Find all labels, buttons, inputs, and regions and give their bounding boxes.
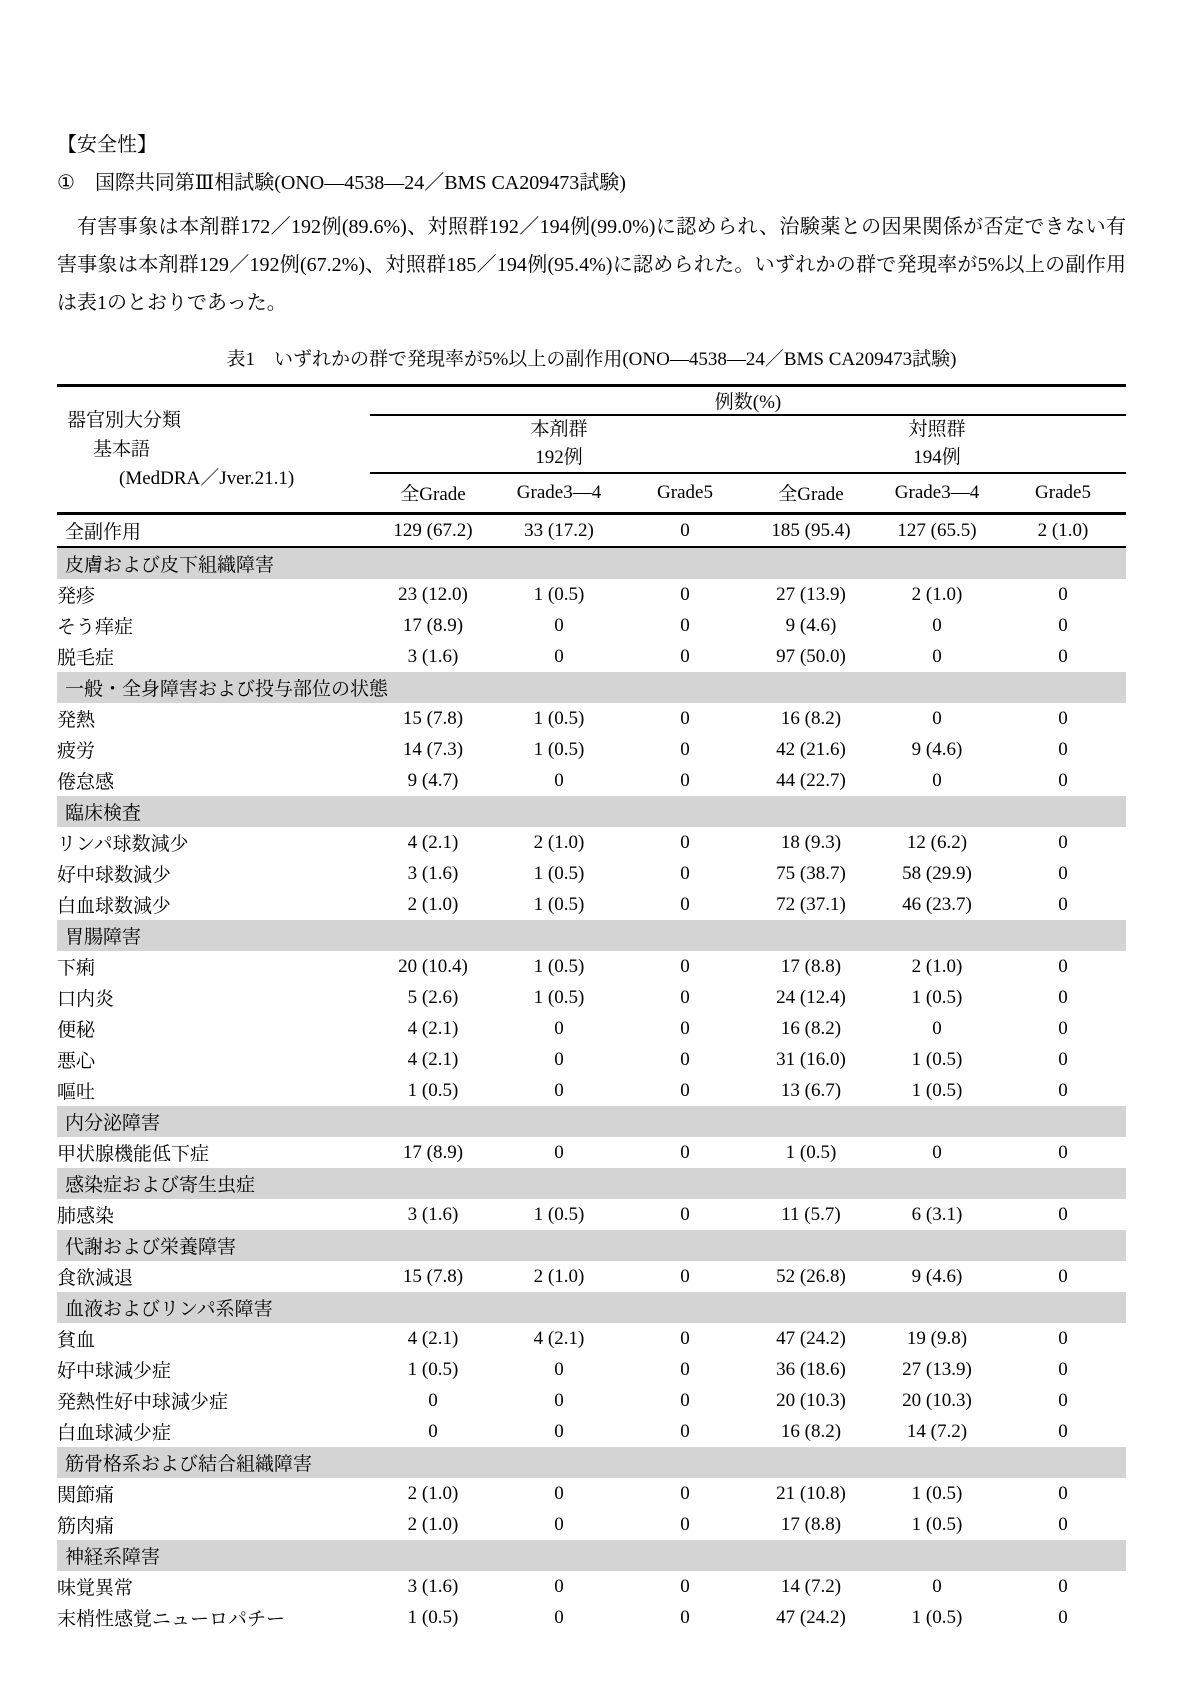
value-cell: 127 (65.5) bbox=[874, 514, 1000, 548]
grade-header: Grade3—4 bbox=[496, 473, 622, 514]
value-cell: 0 bbox=[680, 1575, 690, 1597]
value-cell: 0 bbox=[1058, 862, 1068, 884]
value-cell: 0 bbox=[680, 614, 690, 636]
term-label: 脱毛症 bbox=[57, 648, 115, 669]
value-cell: 9 (4.7) bbox=[407, 769, 459, 791]
term-label: 甲状腺機能低下症 bbox=[57, 1144, 210, 1165]
soc-section-row bbox=[57, 1540, 1126, 1571]
value-cell: 0 bbox=[680, 645, 690, 667]
adr-row bbox=[57, 1416, 1126, 1447]
term-label: リンパ球数減少 bbox=[57, 834, 189, 855]
value-cell: 16 (8.2) bbox=[780, 707, 842, 729]
value-cell: 17 (8.8) bbox=[780, 1513, 842, 1535]
soc-section-label: 一般・全身障害および投与部位の状態 bbox=[57, 672, 1126, 703]
adr-row bbox=[57, 1509, 1126, 1540]
group-header-control bbox=[748, 415, 1126, 473]
group-name-control: 対照群 bbox=[908, 419, 966, 440]
term-label: 疲労 bbox=[57, 741, 96, 762]
value-cell: 0 bbox=[1058, 955, 1068, 977]
value-cell: 1 (0.5) bbox=[407, 1358, 459, 1380]
soc-section-label: 代謝および栄養障害 bbox=[57, 1230, 1126, 1261]
value-cell: 27 (13.9) bbox=[776, 583, 846, 605]
value-cell: 58 (29.9) bbox=[902, 862, 972, 884]
value-cell: 0 bbox=[1058, 1606, 1068, 1628]
value-cell: 1 (0.5) bbox=[533, 1203, 585, 1225]
value-cell: 1 (0.5) bbox=[407, 1606, 459, 1628]
value-cell: 0 bbox=[1058, 1048, 1068, 1070]
grade-header: Grade5 bbox=[1000, 473, 1126, 514]
adr-row bbox=[57, 1478, 1126, 1509]
value-cell: 1 (0.5) bbox=[533, 893, 585, 915]
value-cell: 42 (21.6) bbox=[776, 738, 846, 760]
grade-header: Grade3—4 bbox=[874, 473, 1000, 514]
stub-meddra-label: (MedDRA／Jver.21.1) bbox=[119, 468, 295, 489]
value-cell: 1 (0.5) bbox=[785, 1141, 837, 1163]
value-cell: 0 bbox=[554, 1389, 564, 1411]
term-label: 白血球減少症 bbox=[57, 1423, 172, 1444]
value-cell: 15 (7.8) bbox=[402, 707, 464, 729]
adr-row bbox=[57, 982, 1126, 1013]
trial-heading bbox=[57, 170, 1126, 196]
value-cell: 9 (4.6) bbox=[911, 738, 963, 760]
soc-section-label: 内分泌障害 bbox=[57, 1106, 1126, 1137]
value-cell: 97 (50.0) bbox=[776, 645, 846, 667]
value-cell: 75 (38.7) bbox=[776, 862, 846, 884]
value-cell: 0 bbox=[680, 769, 690, 791]
value-cell: 0 bbox=[554, 1482, 564, 1504]
value-cell: 1 (0.5) bbox=[911, 1079, 963, 1101]
soc-section-label: 筋骨格系および結合組織障害 bbox=[57, 1447, 1126, 1478]
value-cell: 2 (1.0) bbox=[911, 583, 963, 605]
value-cell: 0 bbox=[1058, 1017, 1068, 1039]
soc-section-label: 感染症および寄生虫症 bbox=[57, 1168, 1126, 1199]
value-cell: 0 bbox=[680, 1141, 690, 1163]
value-cell: 0 bbox=[1058, 614, 1068, 636]
value-cell: 1 (0.5) bbox=[911, 986, 963, 1008]
value-cell: 0 bbox=[1058, 738, 1068, 760]
value-cell: 21 (10.8) bbox=[776, 1482, 846, 1504]
value-cell: 0 bbox=[428, 1389, 438, 1411]
adr-row bbox=[57, 1075, 1126, 1106]
soc-section-row bbox=[57, 1292, 1126, 1323]
value-cell: 0 bbox=[680, 707, 690, 729]
value-cell: 47 (24.2) bbox=[776, 1606, 846, 1628]
adr-row bbox=[57, 858, 1126, 889]
value-cell: 2 (1.0) bbox=[407, 1482, 459, 1504]
value-cell: 0 bbox=[1058, 707, 1068, 729]
term-label: 好中球減少症 bbox=[57, 1361, 172, 1382]
term-label: 味覚異常 bbox=[57, 1578, 134, 1599]
soc-section-row bbox=[57, 1447, 1126, 1478]
value-cell: 0 bbox=[1058, 893, 1068, 915]
value-cell: 14 (7.3) bbox=[402, 738, 464, 760]
value-cell: 0 bbox=[554, 1606, 564, 1628]
soc-section-label: 臨床検査 bbox=[57, 796, 1126, 827]
value-cell: 0 bbox=[1058, 1358, 1068, 1380]
value-cell: 0 bbox=[554, 1048, 564, 1070]
value-cell: 129 (67.2) bbox=[370, 514, 496, 548]
value-cell: 4 (2.1) bbox=[407, 1017, 459, 1039]
group-n-control: 194例 bbox=[913, 447, 961, 468]
grade-header: 全Grade bbox=[370, 473, 496, 514]
term-label: 便秘 bbox=[57, 1020, 96, 1041]
soc-section-label: 皮膚および皮下組織障害 bbox=[57, 547, 1126, 579]
value-cell: 4 (2.1) bbox=[407, 1048, 459, 1070]
value-cell: 0 bbox=[680, 1482, 690, 1504]
value-cell: 0 bbox=[680, 1513, 690, 1535]
table-caption: 表1 いずれかの群で発現率が5%以上の副作用(ONO—4538—24／BMS CA209473試験) bbox=[226, 349, 957, 370]
value-cell: 46 (23.7) bbox=[902, 893, 972, 915]
soc-section-row bbox=[57, 796, 1126, 827]
soc-section-row bbox=[57, 547, 1126, 579]
term-label: 倦怠感 bbox=[57, 772, 115, 793]
value-cell: 0 bbox=[1058, 583, 1068, 605]
value-cell: 17 (8.9) bbox=[402, 614, 464, 636]
value-cell: 0 bbox=[1058, 1079, 1068, 1101]
adverse-reaction-table bbox=[57, 384, 1126, 1633]
adr-row bbox=[57, 1602, 1126, 1633]
value-cell: 3 (1.6) bbox=[407, 862, 459, 884]
value-cell: 2 (1.0) bbox=[911, 955, 963, 977]
value-cell: 0 bbox=[554, 1513, 564, 1535]
adr-row bbox=[57, 951, 1126, 982]
value-cell: 24 (12.4) bbox=[776, 986, 846, 1008]
adr-row bbox=[57, 734, 1126, 765]
group-n-drug: 192例 bbox=[535, 447, 583, 468]
adr-row bbox=[57, 703, 1126, 734]
value-cell: 3 (1.6) bbox=[407, 645, 459, 667]
value-cell: 0 bbox=[1058, 1327, 1068, 1349]
value-cell: 0 bbox=[1058, 645, 1068, 667]
value-cell: 185 (95.4) bbox=[748, 514, 874, 548]
term-label: 下痢 bbox=[57, 958, 96, 979]
adr-table-body bbox=[57, 514, 1126, 1634]
value-cell: 9 (4.6) bbox=[785, 614, 837, 636]
value-cell: 17 (8.9) bbox=[402, 1141, 464, 1163]
value-cell: 0 bbox=[680, 1389, 690, 1411]
value-cell: 0 bbox=[932, 707, 942, 729]
value-cell: 0 bbox=[554, 645, 564, 667]
value-cell: 0 bbox=[1058, 1513, 1068, 1535]
adr-row bbox=[57, 1354, 1126, 1385]
value-cell: 0 bbox=[680, 738, 690, 760]
value-cell: 4 (2.1) bbox=[407, 831, 459, 853]
adr-row bbox=[57, 1571, 1126, 1602]
value-cell: 0 bbox=[1058, 769, 1068, 791]
value-cell: 0 bbox=[680, 1358, 690, 1380]
value-cell: 0 bbox=[554, 1017, 564, 1039]
value-cell: 0 bbox=[554, 1575, 564, 1597]
soc-section-row bbox=[57, 672, 1126, 703]
value-cell: 0 bbox=[932, 645, 942, 667]
value-cell: 0 bbox=[554, 1420, 564, 1442]
term-label: 好中球数減少 bbox=[57, 865, 172, 886]
group-name-drug: 本剤群 bbox=[530, 419, 588, 440]
value-cell: 2 (1.0) bbox=[407, 893, 459, 915]
value-cell: 5 (2.6) bbox=[407, 986, 459, 1008]
value-cell: 1 (0.5) bbox=[911, 1513, 963, 1535]
value-cell: 47 (24.2) bbox=[776, 1327, 846, 1349]
term-label: 末梢性感覚ニューロパチー bbox=[57, 1609, 286, 1630]
value-cell: 72 (37.1) bbox=[776, 893, 846, 915]
value-cell: 0 bbox=[554, 1079, 564, 1101]
value-cell: 0 bbox=[554, 769, 564, 791]
value-cell: 0 bbox=[1058, 1575, 1068, 1597]
group-header-drug bbox=[370, 415, 748, 473]
total-adr-row bbox=[57, 514, 1126, 548]
value-cell: 14 (7.2) bbox=[780, 1575, 842, 1597]
value-cell: 2 (1.0) bbox=[533, 831, 585, 853]
value-cell: 31 (16.0) bbox=[776, 1048, 846, 1070]
value-cell: 2 (1.0) bbox=[1000, 514, 1126, 548]
value-cell: 0 bbox=[680, 1327, 690, 1349]
value-cell: 0 bbox=[932, 614, 942, 636]
value-cell: 15 (7.8) bbox=[402, 1265, 464, 1287]
value-cell: 0 bbox=[622, 514, 748, 548]
value-cell: 0 bbox=[1058, 1203, 1068, 1225]
term-label: 貧血 bbox=[57, 1330, 96, 1351]
adr-row bbox=[57, 579, 1126, 610]
value-cell: 0 bbox=[680, 1265, 690, 1287]
stub-header-cell bbox=[57, 386, 370, 514]
grade-header: 全Grade bbox=[748, 473, 874, 514]
value-cell: 1 (0.5) bbox=[911, 1482, 963, 1504]
value-cell: 0 bbox=[554, 1141, 564, 1163]
value-cell: 0 bbox=[554, 1358, 564, 1380]
term-label: 食欲減退 bbox=[57, 1268, 134, 1289]
term-label: 全副作用 bbox=[57, 514, 370, 548]
unit-header-label: 例数(%) bbox=[370, 386, 1126, 416]
adr-row bbox=[57, 610, 1126, 641]
stub-pt-label: 基本語 bbox=[93, 439, 151, 460]
value-cell: 0 bbox=[680, 831, 690, 853]
value-cell: 16 (8.2) bbox=[780, 1017, 842, 1039]
circled-one-marker: ① bbox=[57, 172, 75, 194]
stub-soc-label: 器官別大分類 bbox=[67, 410, 182, 431]
value-cell: 1 (0.5) bbox=[407, 1079, 459, 1101]
value-cell: 4 (2.1) bbox=[407, 1327, 459, 1349]
term-label: 白血球数減少 bbox=[57, 896, 172, 917]
trial-title: 国際共同第Ⅲ相試験(ONO—4538—24／BMS CA209473試験) bbox=[94, 172, 626, 194]
adr-row bbox=[57, 1137, 1126, 1168]
adr-row bbox=[57, 889, 1126, 920]
value-cell: 20 (10.4) bbox=[398, 955, 468, 977]
value-cell: 4 (2.1) bbox=[533, 1327, 585, 1349]
value-cell: 11 (5.7) bbox=[781, 1203, 841, 1225]
value-cell: 0 bbox=[680, 862, 690, 884]
value-cell: 0 bbox=[932, 769, 942, 791]
value-cell: 0 bbox=[428, 1420, 438, 1442]
body-paragraph: 有害事象は本剤群172／192例(89.6%)、対照群192／194例(99.0%)に認められ、治験薬との因果関係が否定できない有害事象は本剤群129／192例(67.2%)、対照群185／194例(95.4%)に認められた。いずれかの群で発現率が5%以上の副作用は表1のとおりであった。 bbox=[57, 216, 1126, 314]
value-cell: 0 bbox=[1058, 1265, 1068, 1287]
adr-row bbox=[57, 1261, 1126, 1292]
value-cell: 12 (6.2) bbox=[906, 831, 968, 853]
value-cell: 44 (22.7) bbox=[776, 769, 846, 791]
adr-row bbox=[57, 765, 1126, 796]
value-cell: 17 (8.8) bbox=[780, 955, 842, 977]
soc-section-label: 神経系障害 bbox=[57, 1540, 1126, 1571]
value-cell: 0 bbox=[1058, 831, 1068, 853]
adr-row bbox=[57, 1044, 1126, 1075]
soc-section-row bbox=[57, 920, 1126, 951]
value-cell: 20 (10.3) bbox=[902, 1389, 972, 1411]
value-cell: 14 (7.2) bbox=[906, 1420, 968, 1442]
term-label: 嘔吐 bbox=[57, 1082, 96, 1103]
value-cell: 2 (1.0) bbox=[533, 1265, 585, 1287]
adr-row bbox=[57, 1323, 1126, 1354]
term-label: そう痒症 bbox=[57, 617, 134, 638]
value-cell: 2 (1.0) bbox=[407, 1513, 459, 1535]
value-cell: 0 bbox=[1058, 1141, 1068, 1163]
term-label: 発熱性好中球減少症 bbox=[57, 1392, 229, 1413]
soc-section-row bbox=[57, 1106, 1126, 1137]
value-cell: 33 (17.2) bbox=[496, 514, 622, 548]
value-cell: 1 (0.5) bbox=[911, 1048, 963, 1070]
term-label: 関節痛 bbox=[57, 1485, 115, 1506]
value-cell: 0 bbox=[1058, 1389, 1068, 1411]
value-cell: 1 (0.5) bbox=[533, 707, 585, 729]
soc-section-row bbox=[57, 1168, 1126, 1199]
value-cell: 6 (3.1) bbox=[911, 1203, 963, 1225]
term-label: 悪心 bbox=[57, 1051, 96, 1072]
value-cell: 0 bbox=[680, 1079, 690, 1101]
value-cell: 18 (9.3) bbox=[780, 831, 842, 853]
value-cell: 20 (10.3) bbox=[776, 1389, 846, 1411]
value-cell: 0 bbox=[1058, 1482, 1068, 1504]
value-cell: 1 (0.5) bbox=[533, 986, 585, 1008]
value-cell: 0 bbox=[932, 1141, 942, 1163]
value-cell: 1 (0.5) bbox=[533, 955, 585, 977]
value-cell: 1 (0.5) bbox=[533, 583, 585, 605]
term-label: 肺感染 bbox=[57, 1206, 115, 1227]
adr-row bbox=[57, 1199, 1126, 1230]
value-cell: 1 (0.5) bbox=[911, 1606, 963, 1628]
soc-section-label: 血液およびリンパ系障害 bbox=[57, 1292, 1126, 1323]
value-cell: 0 bbox=[680, 955, 690, 977]
value-cell: 0 bbox=[1058, 1420, 1068, 1442]
value-cell: 16 (8.2) bbox=[780, 1420, 842, 1442]
value-cell: 3 (1.6) bbox=[407, 1575, 459, 1597]
value-cell: 0 bbox=[680, 583, 690, 605]
adr-row bbox=[57, 1385, 1126, 1416]
term-label: 口内炎 bbox=[57, 989, 115, 1010]
value-cell: 1 (0.5) bbox=[533, 738, 585, 760]
value-cell: 0 bbox=[680, 893, 690, 915]
value-cell: 27 (13.9) bbox=[902, 1358, 972, 1380]
value-cell: 0 bbox=[680, 1048, 690, 1070]
adr-row bbox=[57, 827, 1126, 858]
value-cell: 36 (18.6) bbox=[776, 1358, 846, 1380]
value-cell: 52 (26.8) bbox=[776, 1265, 846, 1287]
unit-header-row bbox=[57, 386, 1126, 416]
value-cell: 13 (6.7) bbox=[780, 1079, 842, 1101]
value-cell: 0 bbox=[680, 1606, 690, 1628]
adr-row bbox=[57, 641, 1126, 672]
value-cell: 0 bbox=[680, 1420, 690, 1442]
safety-section-heading: 【安全性】 bbox=[57, 134, 157, 156]
value-cell: 19 (9.8) bbox=[906, 1327, 968, 1349]
value-cell: 9 (4.6) bbox=[911, 1265, 963, 1287]
adr-row bbox=[57, 1013, 1126, 1044]
value-cell: 0 bbox=[554, 614, 564, 636]
value-cell: 0 bbox=[680, 986, 690, 1008]
value-cell: 23 (12.0) bbox=[398, 583, 468, 605]
value-cell: 0 bbox=[680, 1203, 690, 1225]
term-label: 発疹 bbox=[57, 586, 96, 607]
soc-section-label: 胃腸障害 bbox=[57, 920, 1126, 951]
grade-header: Grade5 bbox=[622, 473, 748, 514]
value-cell: 0 bbox=[680, 1017, 690, 1039]
value-cell: 0 bbox=[932, 1575, 942, 1597]
soc-section-row bbox=[57, 1230, 1126, 1261]
value-cell: 0 bbox=[1058, 986, 1068, 1008]
value-cell: 0 bbox=[932, 1017, 942, 1039]
term-label: 筋肉痛 bbox=[57, 1516, 115, 1537]
value-cell: 3 (1.6) bbox=[407, 1203, 459, 1225]
value-cell: 1 (0.5) bbox=[533, 862, 585, 884]
term-label: 発熱 bbox=[57, 710, 96, 731]
